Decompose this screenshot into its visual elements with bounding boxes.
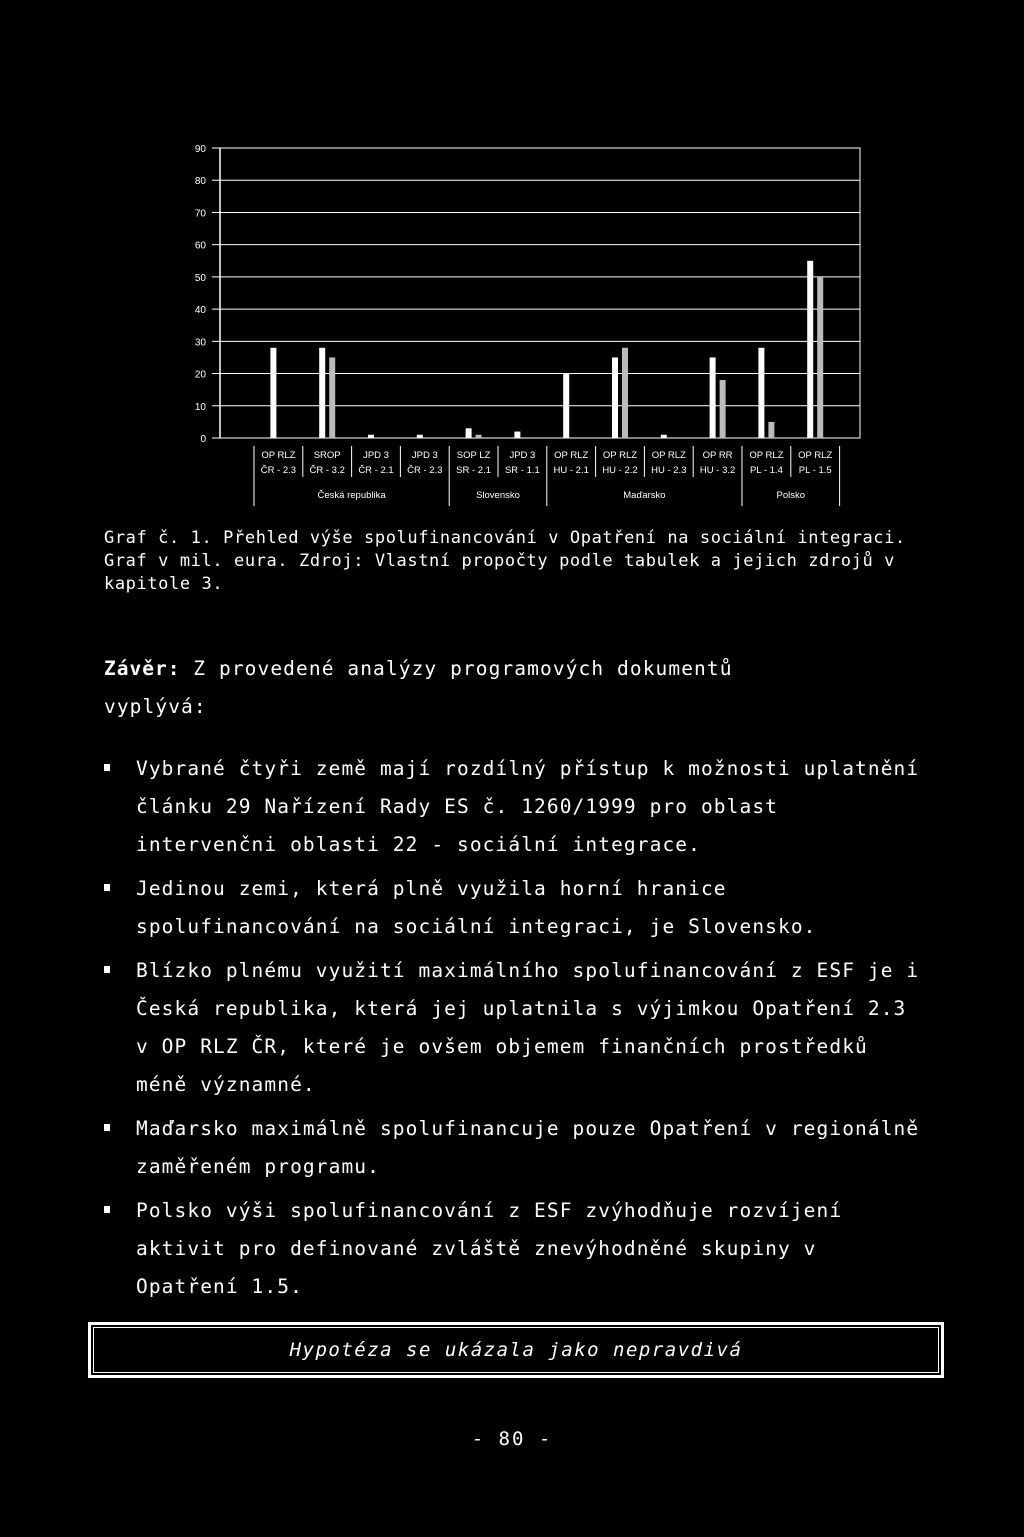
- x-tick-label: OP RR: [702, 450, 733, 461]
- conclusion-intro-cont: vyplývá:: [104, 695, 207, 718]
- list-item: [104, 952, 924, 1104]
- x-tick-label: OP RLZ: [749, 450, 784, 461]
- y-tick-label: 20: [194, 369, 206, 381]
- list-item: [104, 1110, 924, 1186]
- caption-line-2: Graf v mil. eura. Zdroj: Vlastní propočty podle tabulek a jejich zdrojů v kapitole 3.: [104, 551, 895, 594]
- bar: [612, 357, 618, 438]
- y-tick-label: 40: [194, 305, 206, 317]
- y-tick-label: 80: [194, 176, 206, 188]
- x-tick-label: HU - 3.2: [699, 465, 736, 476]
- bar: [758, 348, 764, 438]
- bar: [417, 435, 423, 438]
- conclusion-intro: Z provedené analýzy programových dokumentů: [193, 657, 733, 680]
- x-tick-label: ČR - 2.3: [407, 465, 443, 476]
- x-tick-label: HU - 2.1: [553, 465, 589, 476]
- x-tick-label: ČR - 2.1: [358, 465, 394, 476]
- group-label: Polsko: [776, 490, 806, 501]
- x-tick-label: SR - 2.1: [456, 465, 492, 476]
- bullet-text: Vybrané čtyři země mají rozdílný přístup k možnosti uplatnění článku 29 Nařízení Rady ES č. 1260/1999 pro oblast intervenčni oblasti 22 - sociální integrace.: [136, 757, 920, 856]
- x-tick-label: ČR - 2.3: [260, 465, 297, 476]
- y-tick-label: 70: [194, 208, 206, 220]
- bullet-icon: [104, 1124, 110, 1131]
- chart-svg: [170, 130, 870, 510]
- hypothesis-text: Hypotéza se ukázala jako nepravdivá: [289, 1339, 743, 1361]
- y-tick-label: 60: [194, 240, 206, 252]
- bar: [514, 432, 520, 438]
- bullet-icon: [104, 764, 110, 771]
- x-tick-label: JPD 3: [363, 450, 389, 461]
- conclusion-section: [104, 650, 924, 1312]
- bullet-text: Blízko plnému využití maximálního spolufinancování z ESF je i Česká republika, která jej uplatnila s výjimkou Opatření 2.3 v OP RLZ ČR, které je ovšem objemem finančních prostředků méně významné.: [136, 959, 920, 1096]
- bar: [563, 374, 569, 438]
- bullet-text: Jedinou zemi, která plně využila horní hranice spolufinancování na sociální integraci, je Slovensko.: [136, 877, 817, 938]
- bullet-text: Maďarsko maximálně spolufinancuje pouze Opatření v regionálně zaměřeném programu.: [136, 1117, 920, 1178]
- bar: [466, 428, 472, 438]
- x-tick-label: ČR - 3.2: [309, 465, 345, 476]
- conclusion-lead: [104, 650, 924, 726]
- conclusion-list: [104, 750, 924, 1306]
- x-tick-label: SROP: [313, 450, 341, 461]
- bullet-icon: [104, 966, 110, 973]
- page-number: - 80 -: [471, 1428, 553, 1450]
- bullet-icon: [104, 1206, 110, 1213]
- bar: [270, 348, 276, 438]
- list-item: [104, 870, 924, 946]
- caption-line-1: Graf č. 1. Přehled výše spolufinancování v Opatření na sociální integraci.: [104, 528, 906, 548]
- x-tick-label: HU - 2.2: [602, 465, 638, 476]
- group-label: Slovensko: [476, 490, 520, 501]
- bar: [720, 380, 726, 438]
- y-tick-label: 50: [194, 272, 206, 284]
- conclusion-label: Závěr:: [104, 657, 181, 680]
- x-tick-label: SR - 1.1: [504, 465, 540, 476]
- y-tick-label: 30: [194, 337, 206, 349]
- y-tick-label: 90: [194, 144, 206, 155]
- x-tick-label: JPD 3: [411, 450, 438, 461]
- bullet-text: Polsko výši spolufinancování z ESF zvýhodňuje rozvíjení aktivit pro definované zvláště znevýhodněné skupiny v Opatření 1.5.: [136, 1199, 843, 1298]
- y-tick-label: 10: [194, 401, 206, 413]
- bar: [807, 261, 813, 438]
- bar: [319, 348, 325, 438]
- list-item: [104, 750, 924, 864]
- x-tick-label: PL - 1.4: [749, 465, 783, 476]
- group-label: Česká republika: [317, 490, 386, 501]
- group-label: Maďarsko: [623, 490, 666, 501]
- bar: [368, 435, 374, 438]
- bar: [817, 277, 823, 438]
- x-tick-label: OP RLZ: [602, 450, 638, 461]
- x-tick-label: HU - 2.3: [651, 465, 687, 476]
- bullet-icon: [104, 884, 110, 891]
- cofinancing-chart: [170, 130, 870, 510]
- list-item: [104, 1192, 924, 1306]
- bar: [476, 435, 482, 438]
- x-tick-label: PL - 1.5: [798, 465, 832, 476]
- y-tick-label: 0: [200, 434, 206, 445]
- bar: [329, 357, 335, 438]
- x-tick-label: OP RLZ: [261, 450, 296, 461]
- bar: [622, 348, 628, 438]
- x-tick-label: SOP LZ: [456, 450, 491, 461]
- x-tick-label: JPD 3: [509, 450, 536, 461]
- bar: [661, 435, 667, 438]
- bar: [710, 357, 716, 438]
- x-tick-label: OP RLZ: [798, 450, 833, 461]
- figure-caption: [104, 527, 944, 596]
- bar: [768, 422, 774, 438]
- x-tick-label: OP RLZ: [554, 450, 589, 461]
- hypothesis-box: [88, 1322, 944, 1378]
- x-tick-label: OP RLZ: [651, 450, 686, 461]
